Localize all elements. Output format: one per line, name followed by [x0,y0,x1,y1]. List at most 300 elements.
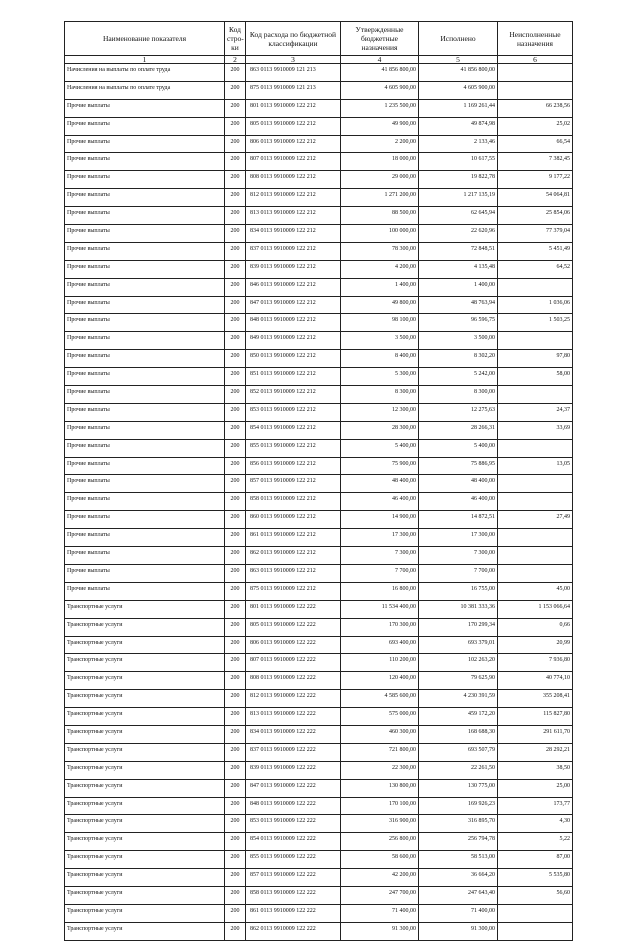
table-row [65,207,573,225]
row-line-code: 200 [225,314,246,332]
row-unexecuted-amount [498,493,573,511]
row-executed-amount: 36 664,20 [419,869,498,887]
row-indicator-name: Транспортные услуги [65,815,225,833]
row-line-code: 200 [225,117,246,135]
row-unexecuted-amount: 38,50 [498,761,573,779]
row-expense-code: 849 0113 9910009 122 212 [246,332,341,350]
row-approved-amount: 29 000,00 [341,171,419,189]
row-unexecuted-amount: 355 208,41 [498,690,573,708]
row-approved-amount: 3 500,00 [341,332,419,350]
row-expense-code: 853 0113 9910009 122 212 [246,403,341,421]
table-row [65,725,573,743]
row-line-code: 200 [225,833,246,851]
row-line-code: 200 [225,332,246,350]
row-approved-amount: 8 300,00 [341,386,419,404]
row-line-code: 200 [225,725,246,743]
row-executed-amount: 130 775,00 [419,779,498,797]
table-row [65,403,573,421]
row-expense-code: 875 0113 9910009 121 213 [246,81,341,99]
row-expense-code: 847 0113 9910009 122 212 [246,296,341,314]
column-number-row [65,56,573,64]
row-expense-code: 805 0113 9910009 122 212 [246,117,341,135]
row-executed-amount: 3 500,00 [419,332,498,350]
row-approved-amount: 46 400,00 [341,493,419,511]
row-unexecuted-amount: 173,77 [498,797,573,815]
row-executed-amount: 22 620,96 [419,225,498,243]
row-expense-code: 812 0113 9910009 122 222 [246,690,341,708]
row-approved-amount: 12 300,00 [341,403,419,421]
row-approved-amount: 17 300,00 [341,529,419,547]
row-unexecuted-amount: 1 036,06 [498,296,573,314]
row-line-code: 200 [225,797,246,815]
row-line-code: 200 [225,582,246,600]
row-expense-code: 851 0113 9910009 122 212 [246,368,341,386]
row-approved-amount: 2 200,00 [341,135,419,153]
table-row [65,189,573,207]
row-line-code: 200 [225,904,246,922]
row-indicator-name: Прочие выплаты [65,511,225,529]
row-approved-amount: 120 400,00 [341,672,419,690]
row-unexecuted-amount: 28 292,21 [498,743,573,761]
row-unexecuted-amount: 77 379,04 [498,225,573,243]
row-approved-amount: 11 534 400,00 [341,600,419,618]
row-unexecuted-amount: 4,30 [498,815,573,833]
row-expense-code: 839 0113 9910009 122 222 [246,761,341,779]
row-indicator-name: Прочие выплаты [65,529,225,547]
row-line-code: 200 [225,386,246,404]
row-unexecuted-amount: 5 451,49 [498,242,573,260]
row-approved-amount: 22 300,00 [341,761,419,779]
row-expense-code: 805 0113 9910009 122 222 [246,618,341,636]
row-unexecuted-amount [498,439,573,457]
row-expense-code: 854 0113 9910009 122 212 [246,421,341,439]
row-approved-amount: 1 271 200,00 [341,189,419,207]
row-unexecuted-amount: 64,52 [498,260,573,278]
row-line-code: 200 [225,207,246,225]
table-row [65,457,573,475]
table-row [65,690,573,708]
header-indicator-name: Наименование показателя [65,22,225,56]
row-approved-amount: 28 300,00 [341,421,419,439]
row-expense-code: 861 0113 9910009 122 222 [246,904,341,922]
row-approved-amount: 4 200,00 [341,260,419,278]
row-approved-amount: 316 900,00 [341,815,419,833]
row-approved-amount: 460 300,00 [341,725,419,743]
row-indicator-name: Прочие выплаты [65,171,225,189]
row-executed-amount: 75 886,95 [419,457,498,475]
row-indicator-name: Прочие выплаты [65,153,225,171]
row-indicator-name: Транспортные услуги [65,600,225,618]
row-indicator-name: Прочие выплаты [65,314,225,332]
budget-execution-sheet [64,21,572,941]
row-indicator-name: Транспортные услуги [65,743,225,761]
table-row [65,582,573,600]
row-approved-amount: 721 800,00 [341,743,419,761]
row-expense-code: 855 0113 9910009 122 212 [246,439,341,457]
row-line-code: 200 [225,153,246,171]
row-line-code: 200 [225,779,246,797]
row-executed-amount: 62 645,94 [419,207,498,225]
table-row [65,904,573,922]
row-executed-amount: 4 230 391,59 [419,690,498,708]
row-approved-amount: 110 200,00 [341,654,419,672]
row-unexecuted-amount [498,475,573,493]
row-executed-amount: 48 400,00 [419,475,498,493]
row-indicator-name: Прочие выплаты [65,368,225,386]
column-number: 1 [65,56,225,64]
row-executed-amount: 16 755,00 [419,582,498,600]
row-unexecuted-amount: 58,00 [498,368,573,386]
row-approved-amount: 100 000,00 [341,225,419,243]
row-executed-amount: 4 135,48 [419,260,498,278]
row-expense-code: 808 0113 9910009 122 212 [246,171,341,189]
row-line-code: 200 [225,421,246,439]
row-line-code: 200 [225,225,246,243]
row-executed-amount: 1 217 135,19 [419,189,498,207]
row-executed-amount: 459 172,20 [419,708,498,726]
row-indicator-name: Прочие выплаты [65,189,225,207]
row-indicator-name: Прочие выплаты [65,99,225,117]
row-approved-amount: 693 400,00 [341,636,419,654]
row-approved-amount: 5 400,00 [341,439,419,457]
row-expense-code: 863 0113 9910009 121 213 [246,64,341,82]
table-row [65,869,573,887]
table-row [65,886,573,904]
row-unexecuted-amount: 66 238,56 [498,99,573,117]
row-executed-amount: 5 242,00 [419,368,498,386]
row-approved-amount: 575 000,00 [341,708,419,726]
row-line-code: 200 [225,654,246,672]
row-approved-amount: 48 400,00 [341,475,419,493]
table-row [65,242,573,260]
row-indicator-name: Транспортные услуги [65,672,225,690]
row-line-code: 200 [225,493,246,511]
row-expense-code: 848 0113 9910009 122 222 [246,797,341,815]
row-executed-amount: 14 872,51 [419,511,498,529]
row-executed-amount: 169 926,23 [419,797,498,815]
column-number: 5 [419,56,498,64]
row-unexecuted-amount: 87,00 [498,851,573,869]
row-approved-amount: 49 900,00 [341,117,419,135]
row-indicator-name: Прочие выплаты [65,278,225,296]
row-executed-amount: 316 895,70 [419,815,498,833]
row-indicator-name: Прочие выплаты [65,260,225,278]
table-row [65,368,573,386]
row-line-code: 200 [225,278,246,296]
row-line-code: 200 [225,600,246,618]
row-line-code: 200 [225,922,246,940]
row-approved-amount: 170 100,00 [341,797,419,815]
row-approved-amount: 14 900,00 [341,511,419,529]
row-executed-amount: 7 300,00 [419,547,498,565]
row-expense-code: 857 0113 9910009 122 222 [246,869,341,887]
row-executed-amount: 12 275,63 [419,403,498,421]
row-line-code: 200 [225,708,246,726]
row-unexecuted-amount [498,564,573,582]
table-row [65,511,573,529]
row-unexecuted-amount: 5 535,80 [498,869,573,887]
row-unexecuted-amount: 13,05 [498,457,573,475]
row-indicator-name: Прочие выплаты [65,564,225,582]
row-unexecuted-amount: 54 064,81 [498,189,573,207]
row-unexecuted-amount: 66,54 [498,135,573,153]
row-line-code: 200 [225,564,246,582]
row-executed-amount: 170 299,34 [419,618,498,636]
row-executed-amount: 8 300,00 [419,386,498,404]
row-line-code: 200 [225,439,246,457]
row-approved-amount: 41 856 800,00 [341,64,419,82]
row-expense-code: 813 0113 9910009 122 212 [246,207,341,225]
row-expense-code: 808 0113 9910009 122 222 [246,672,341,690]
row-indicator-name: Прочие выплаты [65,475,225,493]
row-unexecuted-amount [498,904,573,922]
row-unexecuted-amount: 33,69 [498,421,573,439]
row-line-code: 200 [225,547,246,565]
row-line-code: 200 [225,529,246,547]
table-row [65,99,573,117]
row-expense-code: 875 0113 9910009 122 212 [246,582,341,600]
table-body [65,64,573,941]
row-executed-amount: 1 169 261,44 [419,99,498,117]
row-line-code: 200 [225,672,246,690]
row-line-code: 200 [225,99,246,117]
row-approved-amount: 98 100,00 [341,314,419,332]
row-approved-amount: 247 700,00 [341,886,419,904]
row-unexecuted-amount [498,332,573,350]
row-indicator-name: Транспортные услуги [65,851,225,869]
table-row [65,815,573,833]
row-executed-amount: 49 874,98 [419,117,498,135]
table-row [65,779,573,797]
row-expense-code: 857 0113 9910009 122 212 [246,475,341,493]
header-row [65,22,573,56]
row-indicator-name: Транспортные услуги [65,725,225,743]
row-unexecuted-amount: 20,99 [498,636,573,654]
row-expense-code: 834 0113 9910009 122 212 [246,225,341,243]
row-executed-amount: 22 261,50 [419,761,498,779]
table-row [65,117,573,135]
table-row [65,278,573,296]
table-row [65,708,573,726]
row-unexecuted-amount [498,922,573,940]
row-approved-amount: 42 200,00 [341,869,419,887]
row-indicator-name: Прочие выплаты [65,493,225,511]
row-unexecuted-amount: 115 827,80 [498,708,573,726]
table-row [65,296,573,314]
row-expense-code: 855 0113 9910009 122 222 [246,851,341,869]
row-approved-amount: 1 235 500,00 [341,99,419,117]
row-indicator-name: Прочие выплаты [65,135,225,153]
row-indicator-name: Транспортные услуги [65,797,225,815]
row-expense-code: 858 0113 9910009 122 212 [246,493,341,511]
row-approved-amount: 18 000,00 [341,153,419,171]
row-executed-amount: 693 507,79 [419,743,498,761]
row-approved-amount: 88 500,00 [341,207,419,225]
row-line-code: 200 [225,403,246,421]
row-unexecuted-amount: 0,66 [498,618,573,636]
row-indicator-name: Транспортные услуги [65,779,225,797]
row-indicator-name: Транспортные услуги [65,708,225,726]
row-expense-code: 850 0113 9910009 122 212 [246,350,341,368]
table-row [65,225,573,243]
row-line-code: 200 [225,457,246,475]
row-approved-amount: 130 800,00 [341,779,419,797]
row-indicator-name: Прочие выплаты [65,386,225,404]
row-expense-code: 837 0113 9910009 122 212 [246,242,341,260]
row-executed-amount: 10 381 333,36 [419,600,498,618]
table-row [65,922,573,940]
header-line-code: Код стро-ки [225,22,246,56]
row-line-code: 200 [225,189,246,207]
row-line-code: 200 [225,242,246,260]
table-row [65,421,573,439]
row-expense-code: 862 0113 9910009 122 212 [246,547,341,565]
row-executed-amount: 256 794,78 [419,833,498,851]
row-approved-amount: 1 400,00 [341,278,419,296]
row-executed-amount: 79 625,90 [419,672,498,690]
row-executed-amount: 41 856 800,00 [419,64,498,82]
table-row [65,439,573,457]
row-indicator-name: Прочие выплаты [65,439,225,457]
row-unexecuted-amount: 9 177,22 [498,171,573,189]
row-line-code: 200 [225,761,246,779]
row-indicator-name: Транспортные услуги [65,904,225,922]
header-expense-code: Код расхода по бюджетной классификации [246,22,341,56]
row-expense-code: 807 0113 9910009 122 212 [246,153,341,171]
row-indicator-name: Транспортные услуги [65,654,225,672]
row-expense-code: 860 0113 9910009 122 212 [246,511,341,529]
row-unexecuted-amount [498,386,573,404]
row-approved-amount: 4 605 900,00 [341,81,419,99]
table-row [65,618,573,636]
row-expense-code: 806 0113 9910009 122 222 [246,636,341,654]
row-approved-amount: 16 800,00 [341,582,419,600]
row-indicator-name: Прочие выплаты [65,350,225,368]
row-unexecuted-amount: 24,37 [498,403,573,421]
table-row [65,493,573,511]
row-indicator-name: Транспортные услуги [65,761,225,779]
row-unexecuted-amount: 5,22 [498,833,573,851]
row-expense-code: 847 0113 9910009 122 222 [246,779,341,797]
row-expense-code: 848 0113 9910009 122 212 [246,314,341,332]
row-expense-code: 834 0113 9910009 122 222 [246,725,341,743]
row-expense-code: 806 0113 9910009 122 212 [246,135,341,153]
row-indicator-name: Прочие выплаты [65,296,225,314]
table-row [65,851,573,869]
row-unexecuted-amount [498,64,573,82]
row-indicator-name: Начисления на выплаты по оплате труда [65,81,225,99]
row-executed-amount: 8 302,20 [419,350,498,368]
row-line-code: 200 [225,368,246,386]
row-indicator-name: Прочие выплаты [65,582,225,600]
row-approved-amount: 91 300,00 [341,922,419,940]
row-expense-code: 801 0113 9910009 122 222 [246,600,341,618]
row-approved-amount: 7 700,00 [341,564,419,582]
row-indicator-name: Прочие выплаты [65,403,225,421]
row-approved-amount: 71 400,00 [341,904,419,922]
table-row [65,761,573,779]
row-indicator-name: Транспортные услуги [65,690,225,708]
table-row [65,475,573,493]
row-unexecuted-amount [498,278,573,296]
row-line-code: 200 [225,511,246,529]
row-expense-code: 846 0113 9910009 122 212 [246,278,341,296]
row-executed-amount: 693 379,01 [419,636,498,654]
row-executed-amount: 2 133,46 [419,135,498,153]
row-indicator-name: Прочие выплаты [65,242,225,260]
row-approved-amount: 170 300,00 [341,618,419,636]
table-row [65,547,573,565]
row-indicator-name: Транспортные услуги [65,618,225,636]
row-executed-amount: 48 763,94 [419,296,498,314]
row-line-code: 200 [225,869,246,887]
table-row [65,833,573,851]
column-number: 4 [341,56,419,64]
row-executed-amount: 28 266,31 [419,421,498,439]
row-unexecuted-amount: 7 382,45 [498,153,573,171]
row-unexecuted-amount [498,547,573,565]
row-unexecuted-amount: 25,00 [498,779,573,797]
row-approved-amount: 4 585 600,00 [341,690,419,708]
row-indicator-name: Транспортные услуги [65,636,225,654]
table-row [65,81,573,99]
table-row [65,260,573,278]
row-approved-amount: 7 300,00 [341,547,419,565]
table-row [65,654,573,672]
row-expense-code: 812 0113 9910009 122 212 [246,189,341,207]
table-row [65,171,573,189]
row-approved-amount: 75 900,00 [341,457,419,475]
row-line-code: 200 [225,815,246,833]
row-unexecuted-amount: 25,02 [498,117,573,135]
row-line-code: 200 [225,64,246,82]
table-row [65,564,573,582]
row-approved-amount: 58 600,00 [341,851,419,869]
table-row [65,64,573,82]
table-row [65,743,573,761]
row-executed-amount: 4 605 900,00 [419,81,498,99]
row-executed-amount: 17 300,00 [419,529,498,547]
row-approved-amount: 8 400,00 [341,350,419,368]
row-approved-amount: 78 300,00 [341,242,419,260]
row-indicator-name: Транспортные услуги [65,922,225,940]
row-executed-amount: 71 400,00 [419,904,498,922]
row-unexecuted-amount: 97,80 [498,350,573,368]
row-indicator-name: Прочие выплаты [65,457,225,475]
row-expense-code: 852 0113 9910009 122 212 [246,386,341,404]
row-line-code: 200 [225,260,246,278]
table-row [65,153,573,171]
row-unexecuted-amount: 45,00 [498,582,573,600]
table-row [65,135,573,153]
row-executed-amount: 10 617,55 [419,153,498,171]
table-row [65,529,573,547]
row-indicator-name: Прочие выплаты [65,547,225,565]
table-row [65,350,573,368]
row-executed-amount: 168 688,30 [419,725,498,743]
row-executed-amount: 1 400,00 [419,278,498,296]
row-indicator-name: Прочие выплаты [65,332,225,350]
row-expense-code: 801 0113 9910009 122 212 [246,99,341,117]
table-row [65,600,573,618]
row-executed-amount: 58 513,00 [419,851,498,869]
row-executed-amount: 96 596,75 [419,314,498,332]
header-executed: Исполнено [419,22,498,56]
row-line-code: 200 [225,743,246,761]
row-expense-code: 854 0113 9910009 122 222 [246,833,341,851]
row-indicator-name: Транспортные услуги [65,833,225,851]
budget-execution-table [64,21,573,941]
